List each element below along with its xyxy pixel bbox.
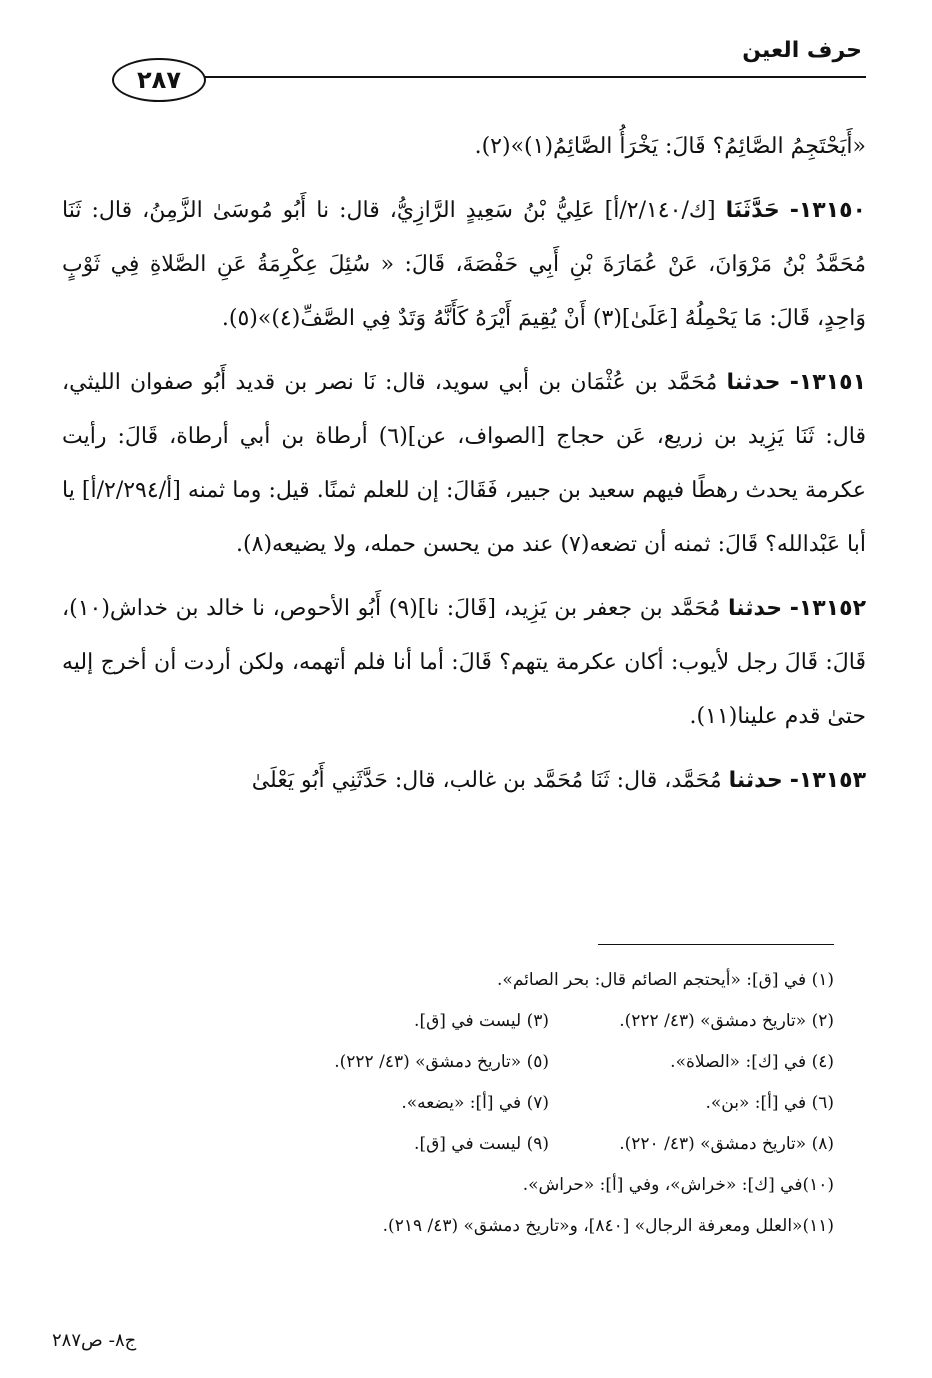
hadith-13151 bbox=[62, 356, 866, 572]
footnote-8: (٨) «تاريخ دمشق» (٤٣/ ٢٢٠). bbox=[619, 1134, 834, 1154]
footnote-row bbox=[150, 1001, 834, 1042]
footnote-row bbox=[150, 1124, 834, 1165]
main-text bbox=[62, 120, 866, 818]
narration-keyword: حدثنا bbox=[726, 370, 781, 395]
footnote-4: (٤) في [ك]: «الصلاة». bbox=[670, 1052, 834, 1072]
hadith-number: ١٣١٥٠- bbox=[789, 198, 866, 223]
volume-page-reference: ج٨- ص٢٨٧ bbox=[52, 1330, 137, 1351]
footnote-3: (٣) ليست في [ق]. bbox=[414, 1011, 549, 1031]
page-number-badge: ٢٨٧ bbox=[112, 58, 206, 102]
footnote-5: (٥) «تاريخ دمشق» (٤٣/ ٢٢٢). bbox=[334, 1052, 549, 1072]
footnote-2: (٢) «تاريخ دمشق» (٤٣/ ٢٢٢). bbox=[619, 1011, 834, 1031]
narration-keyword: حدثنا bbox=[728, 596, 783, 621]
running-header-title: حرف العين bbox=[742, 38, 862, 63]
footnote-6: (٦) في [أ]: «بن». bbox=[705, 1093, 834, 1113]
narration-keyword: حَدَّثَنَا bbox=[725, 198, 780, 223]
footnote-1: (١) في [ق]: «أيحتجم الصائم قال: بحر الصائم». bbox=[497, 970, 834, 990]
footnotes bbox=[150, 960, 834, 1247]
footnote-row bbox=[150, 1083, 834, 1124]
footnote-divider bbox=[598, 944, 834, 945]
hadith-text: [ك/٢/١٤٠/أ] عَلِيُّ بْنُ سَعِيدٍ الرَّازِيُّ، قال: نا أَبُو مُوسَىٰ الزَّمِنُ، قال: ثَنَا مُحَمَّدُ بْنُ مَرْوَانَ، عَنْ عُمَارَةَ بْنِ أَبِي حَفْصَةَ، قَالَ: « سُئِلَ عِكْرِمَةُ عَنِ الصَّلاةِ فِي ثَوْبٍ وَاحِدٍ، قَالَ: مَا يَحْمِلُهُ [عَلَىٰ](٣) أَنْ يُقِيمَ أَيْرَهُ كَأَنَّهُ وَتَدٌ فِي الصَّفِّ(٤)»(٥). bbox=[62, 198, 866, 331]
hadith-13150 bbox=[62, 184, 866, 346]
narration-keyword: حدثنا bbox=[728, 768, 783, 793]
hadith-number: ١٣١٥٢- bbox=[789, 596, 866, 621]
footnote-11: (١١)«العلل ومعرفة الرجال» [٨٤٠]، و«تاريخ دمشق» (٤٣/ ٢١٩). bbox=[382, 1216, 834, 1236]
hadith-text: مُحَمَّد، قال: ثَنَا مُحَمَّد بن غالب، قال: حَدَّثَنِي أَبُو يَعْلَىٰ bbox=[251, 768, 722, 793]
footnote-10: (١٠)في [ك]: «خراش»، وفي [أ]: «حراش». bbox=[522, 1175, 834, 1195]
footnote-7: (٧) في [أ]: «يضعه». bbox=[401, 1093, 549, 1113]
hadith-13152 bbox=[62, 582, 866, 744]
footnote-row bbox=[150, 1042, 834, 1083]
header-divider bbox=[200, 76, 866, 78]
hadith-text: مُحَمَّد بن جعفر بن يَزِيد، [قَالَ: نا](٩) أَبُو الأحوص، نا خالد بن خداش(١٠)، قَالَ: قَالَ رجل لأيوب: أكان عكرمة يتهم؟ قَالَ: أما أنا فلم أتهمه، ولكن أردت أن أخرج إليه حتىٰ قدم علينا(١١). bbox=[62, 596, 866, 729]
hadith-13153 bbox=[62, 754, 866, 808]
footnote-9: (٩) ليست في [ق]. bbox=[414, 1134, 549, 1154]
hadith-number: ١٣١٥٣- bbox=[789, 768, 866, 793]
hadith-number: ١٣١٥١- bbox=[789, 370, 867, 395]
hadith-text: مُحَمَّد بن عُثْمَان بن أبي سويد، قال: نَا نصر بن قديد أَبُو صفوان الليثي، قال: ثَنَا يَزِيد بن زريع، عَن حجاج [الصواف، عن](٦) أرطاة بن أبي أرطاة، قَالَ: رأيت عكرمة يحدث رهطًا فيهم سعيد بن جبير، فَقَالَ: إن للعلم ثمنًا. قيل: وما ثمنه [أ/٢/٢٩٤/أ] يا أبا عَبْدالله؟ قَالَ: ثمنه أن تضعه(٧) عند من يحسن حمله، ولا يضيعه(٨). bbox=[62, 370, 866, 557]
paragraph-continuation: «أَيَحْتَجِمُ الصَّائِمُ؟ قَالَ: يَخْرَأُ الصَّائِمُ(١)»(٢). bbox=[474, 134, 866, 159]
